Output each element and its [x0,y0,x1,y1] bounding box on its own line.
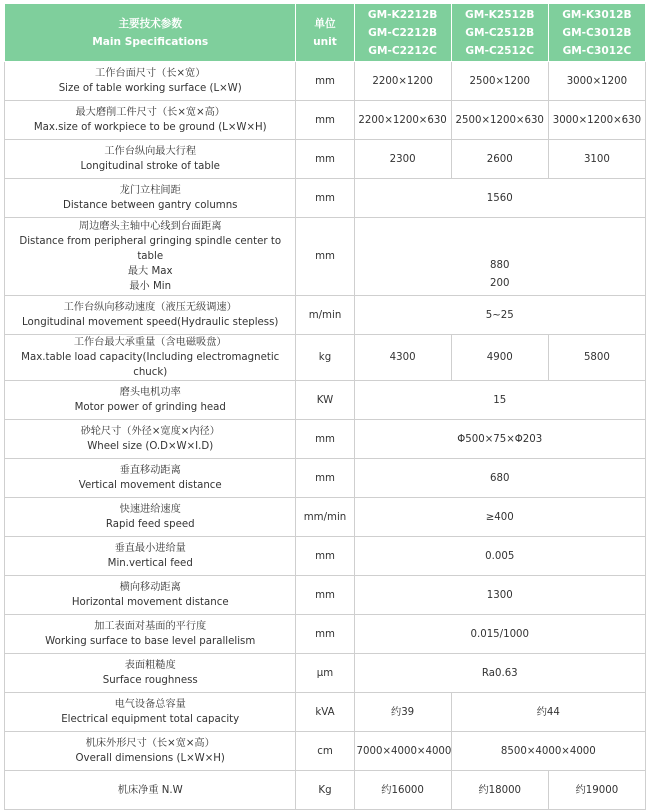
table-row [5,537,646,576]
table-row [5,218,646,296]
value-cell [354,218,645,296]
unit-cell: mm/min [296,498,354,537]
unit-cell: mm [296,615,354,654]
param-cell [5,62,296,101]
table-row [5,615,646,654]
table-row [5,62,646,101]
param-sub-max: 最大 Max [127,266,173,277]
param-en: Wheel size (O.D×W×I.D) [87,441,214,452]
header-spec [5,4,296,62]
header-model-3 [548,4,645,62]
param-cell [5,576,296,615]
header-unit-cn: 单位 [314,17,336,30]
table-row [5,335,646,381]
value-cell: 4300 [354,335,451,381]
header-spec-cn: 主要技术参数 [118,17,182,30]
unit-cell: KW [296,381,354,420]
unit-cell: kVA [296,693,354,732]
value-cell: 0.005 [354,537,645,576]
param-cell [5,179,296,218]
unit-cell: mm [296,101,354,140]
value-cell: 3100 [548,140,645,179]
model-name: GM-C2212B [368,26,438,39]
param-cn: 机床外形尺寸（长×宽×高） [85,738,215,749]
header-model-2 [451,4,548,62]
value-cell: 5~25 [354,296,645,335]
table-row [5,576,646,615]
value-cell: 2200×1200 [354,62,451,101]
param-cell [5,693,296,732]
model-name: GM-C3012C [562,44,632,57]
model-name: GM-K2512B [465,8,535,21]
table-row [5,140,646,179]
value-cell: 680 [354,459,645,498]
table-header [5,4,646,62]
table-row [5,179,646,218]
unit-cell: kg [296,335,354,381]
value-cell: 7000×4000×4000 [354,732,451,771]
table-row [5,498,646,537]
model-name: GM-K2212B [367,8,438,21]
table-row [5,732,646,771]
header-unit [296,4,354,62]
param-cell [5,537,296,576]
param-en: Surface roughness [102,675,198,686]
param-cell [5,771,296,810]
param-cn: 最大磨削工件尺寸（长×宽×高） [75,107,225,118]
value-cell: 2300 [354,140,451,179]
param-cell [5,615,296,654]
unit-cell: mm [296,576,354,615]
param-cell [5,498,296,537]
param-en: Working surface to base level parallelism [45,636,256,647]
table-row [5,101,646,140]
value-cell: 约44 [451,693,645,732]
value-cell: 15 [354,381,645,420]
param-cn: 垂直最小进给量 [114,543,186,554]
param-cell [5,335,296,381]
param-en: Electrical equipment total capacity [61,714,240,725]
param-en: Vertical movement distance [78,480,222,491]
value-cell: 3000×1200×630 [548,101,645,140]
param-cn: 工作台最大承重量（含电磁吸盘） [73,337,227,348]
param-en: Min.vertical feed [107,558,193,569]
param-cn: 龙门立柱间距 [119,185,181,196]
header-unit-en: unit [313,35,337,48]
param-en: Longitudinal stroke of table [80,161,220,172]
param-cn: 垂直移动距离 [119,465,181,476]
param-cn: 工作台纵向最大行程 [104,146,197,157]
model-name: GM-C3012B [562,26,632,39]
table-row [5,381,646,420]
model-name: GM-C2512B [465,26,535,39]
value-cell: 2500×1200×630 [451,101,548,140]
unit-cell: mm [296,537,354,576]
param-cn: 快速进给速度 [119,504,181,515]
value-cell: Φ500×75×Φ203 [354,420,645,459]
value-cell: 2200×1200×630 [354,101,451,140]
value-cell: 5800 [548,335,645,381]
value-cell: 8500×4000×4000 [451,732,645,771]
value-cell: Ra0.63 [354,654,645,693]
table-body [5,62,646,810]
unit-cell: μm [296,654,354,693]
unit-cell: mm [296,459,354,498]
param-cell [5,101,296,140]
unit-cell: mm [296,179,354,218]
param-cell [5,381,296,420]
param-cell [5,140,296,179]
unit-cell: mm [296,218,354,296]
value-cell: 约39 [354,693,451,732]
value-cell: 约16000 [354,771,451,810]
value-min: 200 [490,278,510,289]
model-name: GM-C2512C [465,44,535,57]
param-en: Longitudinal movement speed(Hydraulic stepless) [22,317,279,328]
value-cell: 3000×1200 [548,62,645,101]
table-row [5,771,646,810]
model-name: GM-C2212C [368,44,437,57]
value-cell: 约18000 [451,771,548,810]
param-cell [5,732,296,771]
param-cn: 电气设备总容量 [114,699,186,710]
table-row [5,459,646,498]
param-en: Distance from peripheral gringing spindle center to table [19,236,282,262]
param-cell [5,459,296,498]
value-cell: 1300 [354,576,645,615]
param-en: Max.size of workpiece to be ground (L×W×H) [33,122,267,133]
value-cell: 1560 [354,179,645,218]
spec-table [4,3,646,810]
param-cn: 砂轮尺寸（外径×宽度×内径） [80,426,220,437]
param-cell [5,420,296,459]
header-model-1 [354,4,451,62]
header-spec-en: Main Specifications [92,35,209,48]
table-row [5,654,646,693]
param-en: Rapid feed speed [105,519,195,530]
param-en: Max.table load capacity(Including electromagnetic chuck) [21,352,280,378]
table-row [5,420,646,459]
param-cn: 周边磨头主轴中心线到台面距离 [78,221,222,232]
unit-cell: mm [296,420,354,459]
table-row [5,693,646,732]
value-cell: 2600 [451,140,548,179]
param-cn: 磨头电机功率 [119,387,181,398]
value-cell: 2500×1200 [451,62,548,101]
param-cell [5,296,296,335]
param-cell [5,218,296,296]
unit-cell: mm [296,140,354,179]
param-en: Distance between gantry columns [62,200,238,211]
param-en: Overall dimensions (L×W×H) [75,753,225,764]
param-en: Size of table working surface (L×W) [58,83,242,94]
param-en: Motor power of grinding head [74,402,226,413]
param-en: Horizontal movement distance [71,597,229,608]
value-cell: 约19000 [548,771,645,810]
value-cell: 4900 [451,335,548,381]
param-cn: 表面粗糙度 [124,660,176,671]
model-name: GM-K3012B [562,8,632,21]
value-cell: 0.015/1000 [354,615,645,654]
param-cn: 横向移动距离 [119,582,181,593]
value-cell: ≥400 [354,498,645,537]
unit-cell: m/min [296,296,354,335]
table-row [5,296,646,335]
param-cn: 工作台面尺寸（长×宽） [95,68,206,79]
unit-cell: mm [296,62,354,101]
unit-cell: Kg [296,771,354,810]
param-cn: 加工表面对基面的平行度 [94,621,207,632]
value-max: 880 [490,260,510,271]
param-cell [5,654,296,693]
unit-cell: cm [296,732,354,771]
param-sub-min: 最小 Min [129,281,172,292]
param-cn: 工作台纵向移动速度（液压无级调速） [63,302,237,313]
param-cn: 机床净重 N.W [117,784,183,796]
